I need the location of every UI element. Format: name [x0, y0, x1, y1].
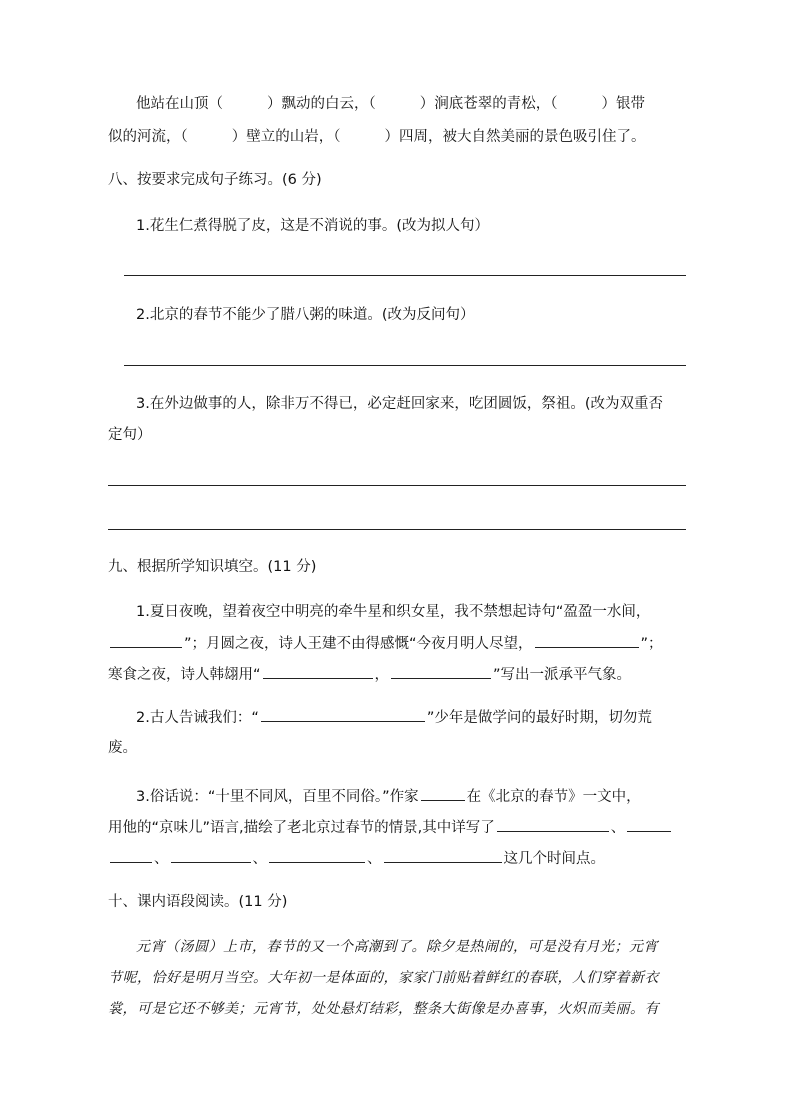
q-text: ，	[374, 667, 390, 683]
passage-text: ）涧底苍翠的青松，（	[419, 96, 558, 112]
section-8-question-3-cont: 定句）	[108, 427, 152, 443]
section-9-title: 九、根据所学知识填空。(11 分)	[108, 559, 317, 575]
passage-text: 似的河流，（	[108, 129, 188, 145]
section-9-q3-line-3	[108, 848, 693, 869]
q-text: 这几个时间点。	[503, 851, 605, 867]
fill-blank[interactable]	[535, 633, 639, 648]
fill-blank[interactable]	[421, 786, 465, 801]
section-9-q1-line-1: 1.夏日夜晚，望着夜空中明亮的牵牛星和织女星，我不禁想起诗句“盈盈一水间，	[136, 604, 651, 620]
q-text: ”；月圆之夜，诗人王建不由得感慨“今夜月明人尽望，	[184, 636, 533, 652]
answer-line[interactable]	[124, 275, 686, 276]
fill-blank[interactable]	[110, 633, 182, 648]
passage-line-2	[108, 127, 693, 147]
section-9-q3-line-1	[136, 786, 721, 807]
fill-blank[interactable]	[171, 848, 251, 863]
answer-line[interactable]	[108, 485, 686, 486]
passage-text: ）壁立的山岩，（	[231, 129, 341, 145]
q-text: 寒食之夜，诗人韩翃用“	[108, 667, 261, 683]
q-text: 在《北京的春节》一文中，	[466, 789, 641, 805]
fill-blank[interactable]	[269, 848, 365, 863]
passage-text: 他站在山顶（	[136, 96, 223, 112]
passage-text: ）四周，被大自然美丽的景色吸引住了。	[384, 129, 646, 145]
answer-line[interactable]	[124, 365, 686, 366]
answer-line[interactable]	[108, 529, 686, 530]
fill-blank[interactable]	[263, 664, 373, 679]
section-8-title: 八、按要求完成句子练习。(6 分)	[108, 172, 322, 188]
section-9-q3-line-2	[108, 817, 693, 838]
section-8-question-3: 3.在外边做事的人，除非万不得已，必定赶回家来，吃团圆饭，祭祖。(改为双重否	[136, 396, 663, 412]
section-9-q2-line-1	[136, 707, 721, 728]
q-text: 2.古人告诫我们：“	[136, 710, 259, 726]
q-text: 、	[154, 851, 169, 867]
fill-blank[interactable]	[497, 817, 609, 832]
section-8-question-1: 1.花生仁煮得脱了皮，这是不消说的事。(改为拟人句）	[136, 218, 489, 234]
reading-passage-line-3: 裳，可是它还不够美；元宵节，处处悬灯结彩，整条大街像是办喜事，火炽而美丽。有	[108, 1001, 659, 1017]
q-text: ”写出一派承平气象。	[493, 667, 632, 683]
passage-line-1	[136, 94, 693, 114]
q-text: 用他的“京味儿”语言,描绘了老北京过春节的情景,其中详写了	[108, 820, 495, 836]
section-9-q1-line-3	[108, 664, 693, 685]
passage-text: ）飘动的白云，（	[267, 96, 376, 112]
section-8-question-2: 2.北京的春节不能少了腊八粥的味道。(改为反问句）	[136, 307, 475, 323]
q-text: 、	[367, 851, 382, 867]
fill-blank[interactable]	[261, 707, 425, 722]
q-text: 3.俗话说：“十里不同风，百里不同俗。”作家	[136, 789, 419, 805]
fill-blank[interactable]	[384, 848, 502, 863]
section-9-q1-line-2	[108, 633, 693, 654]
section-9-q2-line-2: 废。	[108, 740, 137, 756]
passage-text: ）银带	[601, 96, 645, 112]
fill-blank[interactable]	[110, 848, 152, 863]
reading-passage-line-2: 节呢，恰好是明月当空。大年初一是体面的，家家门前贴着鲜红的春联，人们穿着新衣	[108, 970, 659, 986]
fill-blank[interactable]	[627, 817, 671, 832]
reading-passage-line-1: 元宵（汤圆）上市，春节的又一个高潮到了。除夕是热闹的，可是没有月光；元宵	[136, 939, 658, 955]
q-text: 、	[252, 851, 267, 867]
q-text: ”；	[640, 636, 663, 652]
q-text: 、	[610, 820, 626, 836]
fill-blank[interactable]	[391, 664, 491, 679]
q-text: ”少年是做学问的最好时期，切勿荒	[426, 710, 652, 726]
section-10-title: 十、课内语段阅读。(11 分)	[108, 894, 288, 910]
